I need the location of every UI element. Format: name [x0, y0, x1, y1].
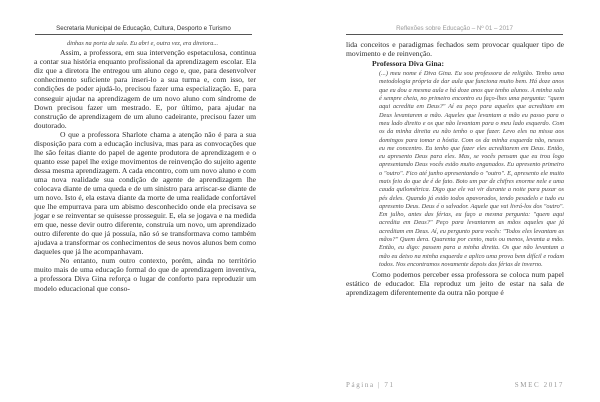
paragraph-2: O que a professora Sharlote chama a atenção não é para a sua disposição para com a educação inclusiva, mas para as convocações que lhe são feitas diante do papel de agente produtora de aprendizagem e o quanto esse papel lhe exige movimentos de reinvenção do sujeito agente dessa mesma aprendizagem. A cada encontro, com um novo aluno e com uma nova realidade sua condição de agente de aprendizagem lhe colocava diante de uma queda e de um sinistro para arriscar-se diante de um novo. Isto é, ela estava diante da morte de uma realidade confortável que lhe empurrava para um abismo desconhecido onde ela precisava se jogar e se reinventar se quisesse prosseguir. E, ela se jogava e na medida em que, nesse devir outro diferente, construía um novo, um aprendizado outro diferente do que já possuía, não só se transformava como também ajudava a transformar os conhecimentos de seus novos alunos bem como daqueles que já lhe acompanhavam.	[34, 129, 256, 257]
page-number: Página | 71	[346, 381, 395, 389]
left-body-column	[34, 40, 256, 293]
closing-paragraph: Como podemos perceber essa professora se coloca num papel estático de educador. Ela reproduz um jeito de estar na sala de aprendizagem diferentemente da outra não porque é	[346, 270, 564, 298]
footer-org: SMEC 2017	[514, 381, 564, 389]
paragraph-1: Assim, a professora, em sua intervenção espetaculosa, continua a contar sua história enquanto profissional da aprendizagem escolar. Ela diz que a diretora lhe entregou um aluno cego e, que, para desenvolver conhecimento suficiente para inseri-lo a sua turma e, com isso, ter condições de poder ajudá-lo, precisou fazer uma especialização. E, para conseguir ajudar na aprendizagem de um novo aluno com síndrome de Down precisou fazer um mestrado. E, por último, para ajudar na construção de aprendizagem de um aluno cadeirante, precisou fazer um doutorado.	[34, 48, 256, 130]
right-running-header: Reflexões sobre Educação – Nº 01 – 2017	[346, 25, 563, 35]
paragraph-3: No entanto, num outro contexto, porém, ainda no território muito mais de uma educação formal do que de aprendizagem inventiva, a professora Diva Gina reforça o lugar de conforto para reproduzir um modelo educacional que conso-	[34, 256, 256, 293]
quote-continuation: dinhas na porta da sala. Eu abri e, outra vez, era diretora...	[67, 40, 219, 47]
left-running-header: Secretaria Municipal de Educação, Cultura, Desporto e Turismo	[35, 25, 252, 35]
page-footer	[346, 381, 564, 389]
block-quote: (...) meu nome é Diva Gina. Eu sou professora de religião. Tenho uma metodologia própria de dar aula que funciona muito bem. Há doze anos que eu dou a mesma aula e há doze anos que tenho alunos. A minha sala é sempre cheia, no primeiro encontro eu faço-lhes uma pergunta: "quem aqui acredita em Deus?" Aí eu peço para aqueles que acreditam em Deus levantarem a mão. Aqueles que levantam a mão eu passo para o meu lado direito e os que não levantam para o meu lado esquerdo. Com os da minha direita eu não tenho o que fazer. Levo eles na missa aos domingos para tomar a hóstia. Com os da minha esquerda não, nesses eu me concentro. Eu tenho que fazer eles acreditarem em Deus. Então, eu apresento Deus para eles. Mas, se vocês pensam que eu trou logo apresentando Deus vocês estão muito enganados. Eu apresento primeiro o "outro". Fico até junho apresentando o "outro". E, apresento ele muito mais feio do que de é de fato. Boto um par de chifres enorme nele e uma cauda quilométrica. Digo que ele vai vir durante a noite para puxar os pés deles. Quando já estão todos apavorados, tendo pesadelo e tudo eu apresento Deus. Deus é o salvador. Aquele que vai livrá-los dos "outro". Em julho, antes das férias, eu faço a mesma pergunta: "quem aqui acredita em Deus?" Peço para levantarem as mãos aqueles que já acreditam em Deus. Aí, eu pergunto para vocês: "Todos eles levantam as mãos?" Quem dera. Quarenta por cento, mais ou menos, levanta a mão. Então, eu digo: passem para a minha direita. Os que não levantam a mão eu deixo na minha esquerda e aplico uma prova bem difícil e rodam todos. Nos encontramos novamente depois das férias de inverno.	[379, 70, 564, 268]
right-body-column	[346, 40, 564, 297]
opening-paragraph: lida conceitos e paradigmas fechados sem provocar qualquer tipo de movimento e de reinvenção.	[346, 40, 564, 59]
speaker-heading: Professora Diva Gina:	[372, 59, 444, 69]
right-page	[300, 0, 600, 402]
